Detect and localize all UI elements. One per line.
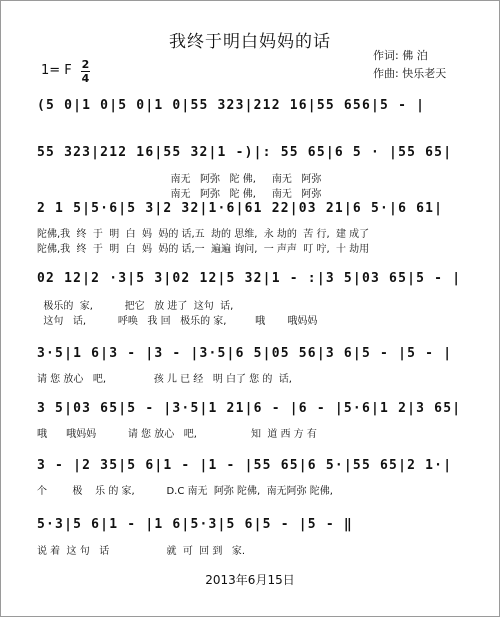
notation-line: 2 1 5|5·6|5 3|2 32|1·6|61 22|03 21|6 5·|6 61| [37, 201, 444, 216]
lyric-line-1: 请 您 放心 吧, 孩 儿 已 经 明 白了 您 的 话, [37, 374, 292, 385]
system-2 [37, 145, 467, 205]
notation-line: 5·3|5 6|1 - |1 6|5·3|5 6|5 - |5 - ‖ [37, 517, 353, 532]
system-8 [37, 517, 467, 577]
song-title: 我终于明白妈妈的话 [169, 32, 331, 52]
lyric-line-1: 个 极 乐 的 家, D.C 南无 阿弥 陀佛, 南无阿弥 陀佛, [37, 486, 333, 497]
notation-line: 02 12|2 ·3|5 3|02 12|5 32|1 - :|3 5|03 65|5 - | [37, 271, 462, 286]
score-date: 2013年6月15日 [205, 573, 295, 587]
lyricist-credit: 作词: 佛 泊 [373, 49, 428, 62]
lyric-line-1: 说 着 这 句 话 就 可 回 到 家. [37, 546, 246, 557]
lyric-line-1: 哦 哦妈妈 请 您 放心 吧, 知 道 西 方 有 [37, 429, 317, 440]
system-5 [37, 346, 467, 406]
lyric-line-2: 这句 话, 呼唤 我 回 极乐的 家, 哦 哦妈妈 [37, 316, 318, 327]
notation-line: (5 0|1 0|5 0|1 0|55 323|212 16|55 656|5 - | [37, 98, 426, 113]
lyric-line-2: 陀佛,我 终 于 明 白 妈 妈的 话,一 遍遍 询问, 一 声声 叮 咛, 十 劫用 [37, 244, 370, 255]
time-signature-bottom: 4 [81, 72, 90, 85]
lyric-line-1: 陀佛,我 终 于 明 白 妈 妈的 话,五 劫的 思维, 永 劫的 苦 行, 建 成了 [37, 229, 370, 240]
notation-line: 3 - |2 35|5 6|1 - |1 - |55 65|6 5·|55 65|2 1·| [37, 458, 453, 473]
key-signature: 1= F [41, 63, 72, 78]
notation-line: 3·5|1 6|3 - |3 - |3·5|6 5|05 56|3 6|5 - |5 - | [37, 346, 453, 361]
system-4 [37, 271, 467, 331]
lyric-line-1: 南无 阿弥 陀 佛, 南无 阿弥 [37, 174, 322, 185]
lyric-line-2: 南无 阿弥 陀 佛, 南无 阿弥 [37, 189, 322, 200]
time-signature-top: 2 [81, 58, 90, 71]
time-signature [81, 59, 90, 84]
system-3 [37, 201, 467, 261]
system-6 [37, 401, 467, 461]
notation-line: 3 5|03 65|5 - |3·5|1 21|6 - |6 - |5·6|1 2|3 65| [37, 401, 462, 416]
composer-credit: 作曲: 快乐老天 [373, 67, 447, 80]
notation-line: 55 323|212 16|55 32|1 -)|: 55 65|6 5 · |55 65| [37, 145, 453, 160]
lyric-line-1: 极乐的 家, 把它 放 进了 这句 话, [37, 301, 234, 312]
system-7 [37, 458, 467, 518]
